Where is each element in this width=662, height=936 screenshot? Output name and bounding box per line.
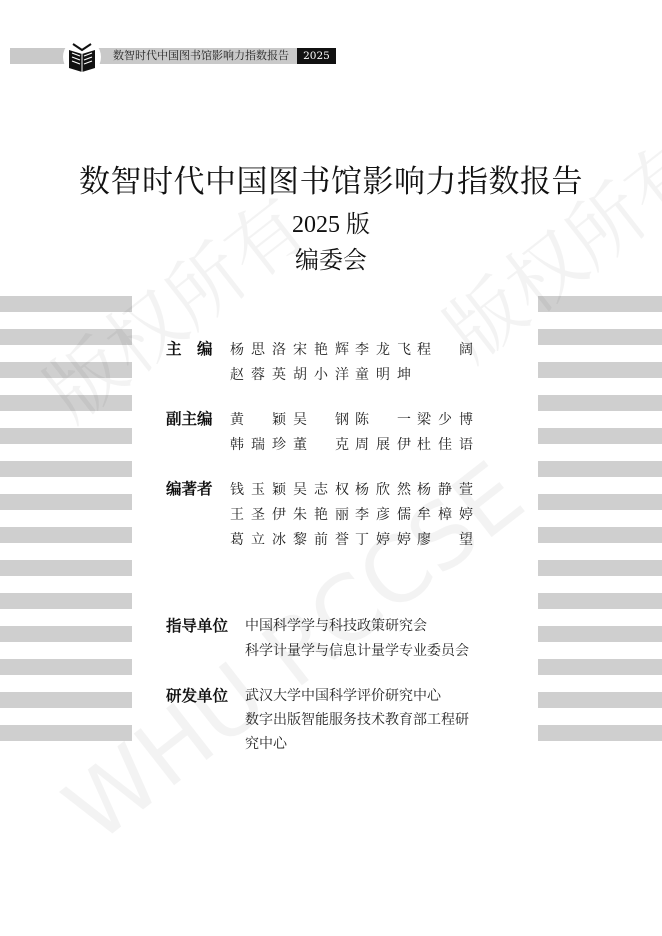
person-name: 牟樟婷	[417, 507, 473, 523]
org-label-guidance: 指导单位	[166, 617, 229, 635]
person-name: 韩瑞珍	[230, 437, 286, 453]
person-name: 杜佳语	[417, 437, 473, 453]
left-stripe-pattern	[0, 296, 132, 758]
person-name: 黎前誉	[293, 532, 349, 548]
running-header-title: 数智时代中国图书馆影响力指数报告	[113, 49, 289, 62]
role-label-authors: 编著者	[166, 480, 213, 498]
person-name: 胡小洋	[293, 367, 349, 383]
person-name: 梁少博	[417, 412, 473, 428]
person-name: 董 克	[293, 437, 349, 453]
org-line: 科学计量学与信息计量学专业委员会	[245, 643, 469, 659]
person-name: 程 阔	[417, 342, 473, 358]
person-name: 李彦儒	[355, 507, 411, 523]
role-label-chief-editor: 主 编	[166, 340, 213, 358]
person-name: 李龙飞	[355, 342, 411, 358]
page-title: 数智时代中国图书馆影响力指数报告	[79, 164, 583, 200]
person-name: 朱艳丽	[293, 507, 349, 523]
edition-label: 2025 版	[292, 212, 370, 238]
person-name: 黄 颖	[230, 412, 286, 428]
org-label-developer: 研发单位	[166, 687, 229, 705]
org-line: 武汉大学中国科学评价研究中心	[245, 688, 441, 704]
person-name: 陈 一	[355, 412, 411, 428]
org-line: 数字出版智能服务技术教育部工程研	[245, 712, 469, 728]
person-name: 吴 钢	[293, 412, 349, 428]
right-stripe-pattern	[538, 296, 662, 758]
org-line: 中国科学学与科技政策研究会	[245, 618, 427, 634]
person-name: 宋艳辉	[293, 342, 349, 358]
person-name: 吴志权	[293, 482, 349, 498]
committee-heading: 编委会	[295, 246, 367, 274]
person-name: 王圣伊	[230, 507, 286, 523]
person-name: 葛立冰	[230, 532, 286, 548]
person-name: 童明坤	[355, 367, 411, 383]
person-name: 周展伊	[355, 437, 411, 453]
role-label-deputy-editor: 副主编	[166, 410, 213, 428]
person-name: 廖 望	[417, 532, 473, 548]
org-line: 究中心	[245, 736, 287, 752]
running-header-year: 2025	[297, 48, 336, 64]
person-name: 钱玉颖	[230, 482, 286, 498]
person-name: 杨静萱	[417, 482, 473, 498]
book-logo-icon	[63, 38, 101, 76]
person-name: 杨思洛	[230, 342, 286, 358]
person-name: 丁婷婷	[355, 532, 411, 548]
person-name: 杨欣然	[355, 482, 411, 498]
person-name: 赵蓉英	[230, 367, 286, 383]
